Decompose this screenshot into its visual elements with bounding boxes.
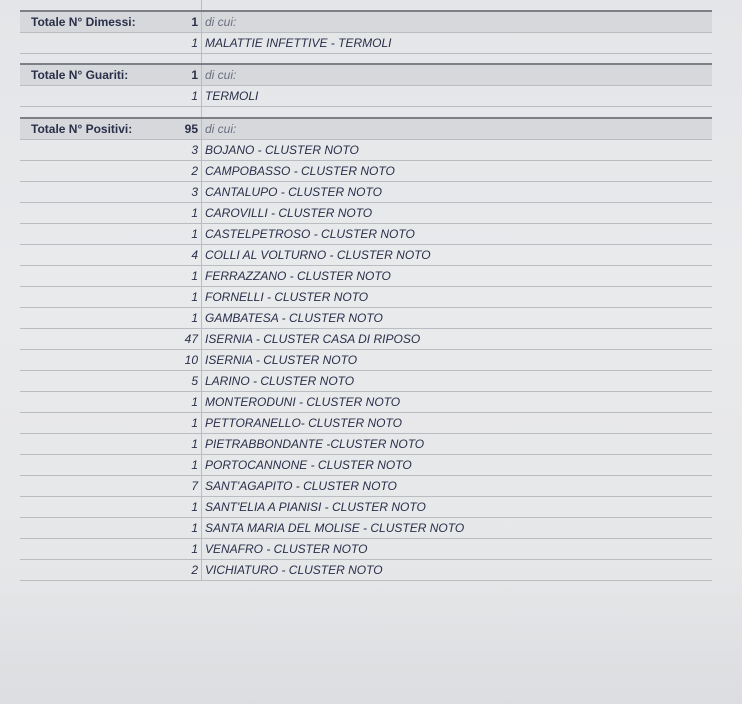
section-header-positivi — [20, 119, 712, 140]
table-row — [20, 245, 712, 266]
section-total: 95 — [150, 119, 202, 139]
table-row — [20, 287, 712, 308]
row-name: CASTELPETROSO - CLUSTER NOTO — [205, 227, 415, 241]
row-count: 1 — [150, 497, 202, 517]
row-name: BOJANO - CLUSTER NOTO — [205, 143, 359, 157]
row-count: 3 — [150, 182, 202, 202]
row-count: 1 — [150, 266, 202, 286]
row-name: GAMBATESA - CLUSTER NOTO — [205, 311, 383, 325]
section-header-guariti — [20, 65, 712, 86]
table-row — [20, 392, 712, 413]
row-count: 4 — [150, 245, 202, 265]
row-name: SANTA MARIA DEL MOLISE - CLUSTER NOTO — [205, 521, 465, 535]
table-row — [20, 266, 712, 287]
spacer-row — [20, 107, 712, 119]
row-name: LARINO - CLUSTER NOTO — [205, 374, 355, 388]
section-label: Totale N° Positivi: — [31, 122, 133, 136]
row-count: 1 — [150, 224, 202, 244]
table-row — [20, 33, 712, 54]
table-row — [20, 203, 712, 224]
row-count: 5 — [150, 371, 202, 391]
positivi-rows — [20, 140, 712, 581]
table-row — [20, 560, 712, 581]
row-name: PETTORANELLO- CLUSTER NOTO — [205, 416, 402, 430]
row-count: 1 — [150, 33, 202, 53]
row-count: 2 — [150, 161, 202, 181]
section-label: Totale N° Guariti: — [31, 68, 129, 82]
row-count: 3 — [150, 140, 202, 160]
row-count: 1 — [150, 455, 202, 475]
row-name: CANTALUPO - CLUSTER NOTO — [205, 185, 382, 199]
table-row — [20, 539, 712, 560]
row-name: VENAFRO - CLUSTER NOTO — [205, 542, 368, 556]
row-name: ISERNIA - CLUSTER NOTO — [205, 353, 358, 367]
row-count: 1 — [150, 392, 202, 412]
row-name: ISERNIA - CLUSTER CASA DI RIPOSO — [205, 332, 421, 346]
row-name: MONTERODUNI - CLUSTER NOTO — [205, 395, 401, 409]
row-count: 1 — [150, 539, 202, 559]
row-name: SANT'AGAPITO - CLUSTER NOTO — [205, 479, 397, 493]
row-name: TERMOLI — [205, 89, 259, 103]
table-row — [20, 224, 712, 245]
row-name: PIETRABBONDANTE -CLUSTER NOTO — [205, 437, 425, 451]
report-table — [20, 0, 712, 581]
row-name: MALATTIE INFETTIVE - TERMOLI — [205, 36, 392, 50]
section-subheader: di cui: — [205, 68, 237, 82]
row-count: 1 — [150, 518, 202, 538]
table-row — [20, 476, 712, 497]
row-name: COLLI AL VOLTURNO - CLUSTER NOTO — [205, 248, 431, 262]
row-name: FERRAZZANO - CLUSTER NOTO — [205, 269, 391, 283]
table-row — [20, 182, 712, 203]
table-row — [20, 455, 712, 476]
row-count: 1 — [150, 203, 202, 223]
table-row — [20, 413, 712, 434]
table-row — [20, 434, 712, 455]
table-row — [20, 350, 712, 371]
table-row — [20, 308, 712, 329]
section-total: 1 — [150, 12, 202, 32]
table-row — [20, 497, 712, 518]
table-row — [20, 329, 712, 350]
table-row — [20, 140, 712, 161]
row-name: FORNELLI - CLUSTER NOTO — [205, 290, 369, 304]
table-row — [20, 161, 712, 182]
table-row — [20, 86, 712, 107]
row-count: 10 — [150, 350, 202, 370]
section-subheader: di cui: — [205, 15, 237, 29]
row-count: 1 — [150, 287, 202, 307]
row-name: PORTOCANNONE - CLUSTER NOTO — [205, 458, 412, 472]
row-count: 7 — [150, 476, 202, 496]
row-name: CAROVILLI - CLUSTER NOTO — [205, 206, 373, 220]
section-total: 1 — [150, 65, 202, 85]
row-count: 2 — [150, 560, 202, 580]
table-top-row — [20, 0, 712, 12]
row-name: CAMPOBASSO - CLUSTER NOTO — [205, 164, 395, 178]
section-header-dimessi — [20, 12, 712, 33]
row-count: 47 — [150, 329, 202, 349]
row-count: 1 — [150, 434, 202, 454]
row-name: SANT'ELIA A PIANISI - CLUSTER NOTO — [205, 500, 426, 514]
row-name: VICHIATURO - CLUSTER NOTO — [205, 563, 383, 577]
spacer-row — [20, 54, 712, 65]
section-subheader: di cui: — [205, 122, 237, 136]
table-row — [20, 518, 712, 539]
row-count: 1 — [150, 308, 202, 328]
section-label: Totale N° Dimessi: — [31, 15, 136, 29]
table-row — [20, 371, 712, 392]
row-count: 1 — [150, 413, 202, 433]
row-count: 1 — [150, 86, 202, 106]
